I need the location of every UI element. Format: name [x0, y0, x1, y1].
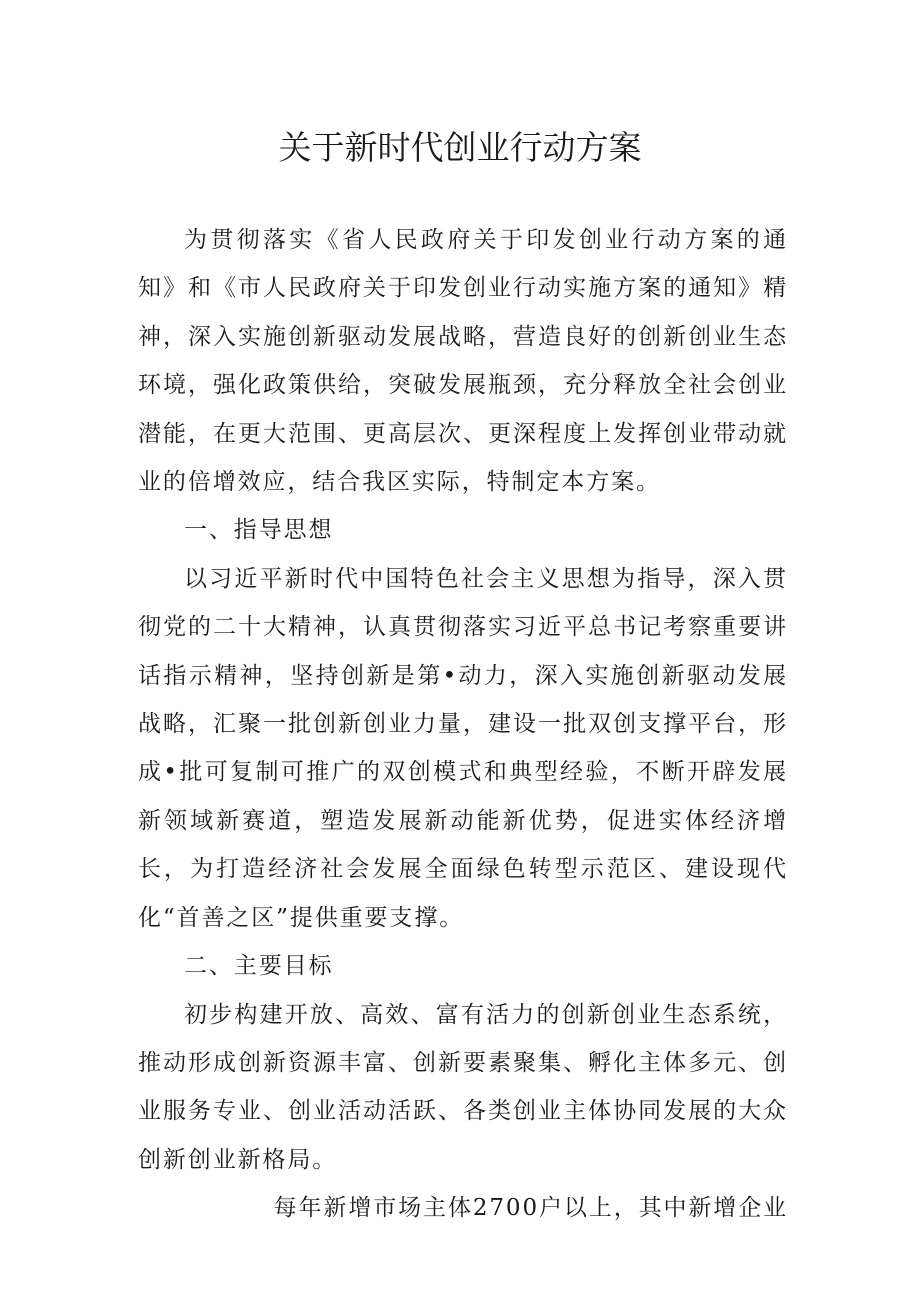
section-heading-main-goals: 二、主要目标	[184, 953, 334, 980]
document-body	[138, 216, 788, 1233]
paragraph-guiding-ideology: 以习近平新时代中国特色社会主义思想为指导，深入贯彻党的二十大精神，认真贯彻落实习近平总书记考察重要讲话指示精神，坚持创新是第•动力，深入实施创新驱动发展战略，汇聚一批创新创业力量，建设一批双创支撑平台，形成•批可复制可推广的双创模式和典型经验，不断开辟发展新领域新赛道，塑造发展新动能新优势，促进实体经济增长，为打造经济社会发展全面绿色转型示范区、建设现代化“首善之区”提供重要支撑。	[138, 565, 788, 931]
document-title: 关于新时代创业行动方案	[278, 128, 642, 167]
paragraph-annual-target: 每年新增市场主体2700户以上，其中新增企业	[273, 1195, 788, 1222]
paragraph-intro: 为贯彻落实《省人民政府关于印发创业行动方案的通知》和《市人民政府关于印发创业行动实施方案的通知》精神，深入实施创新驱动发展战略，营造良好的创新创业生态环境，强化政策供给，突破发展瓶颈，充分释放全社会创业潜能，在更大范围、更高层次、更深程度上发挥创业带动就业的倍增效应，结合我区实际，特制定本方案。	[138, 227, 788, 496]
section-heading-guiding-ideology: 一、指导思想	[184, 517, 334, 544]
paragraph-main-goals: 初步构建开放、高效、富有活力的创新创业生态系统，推动形成创新资源丰富、创新要素聚集、孵化主体多元、创业服务专业、创业活动活跃、各类创业主体协同发展的大众创新创业新格局。	[138, 1001, 788, 1173]
